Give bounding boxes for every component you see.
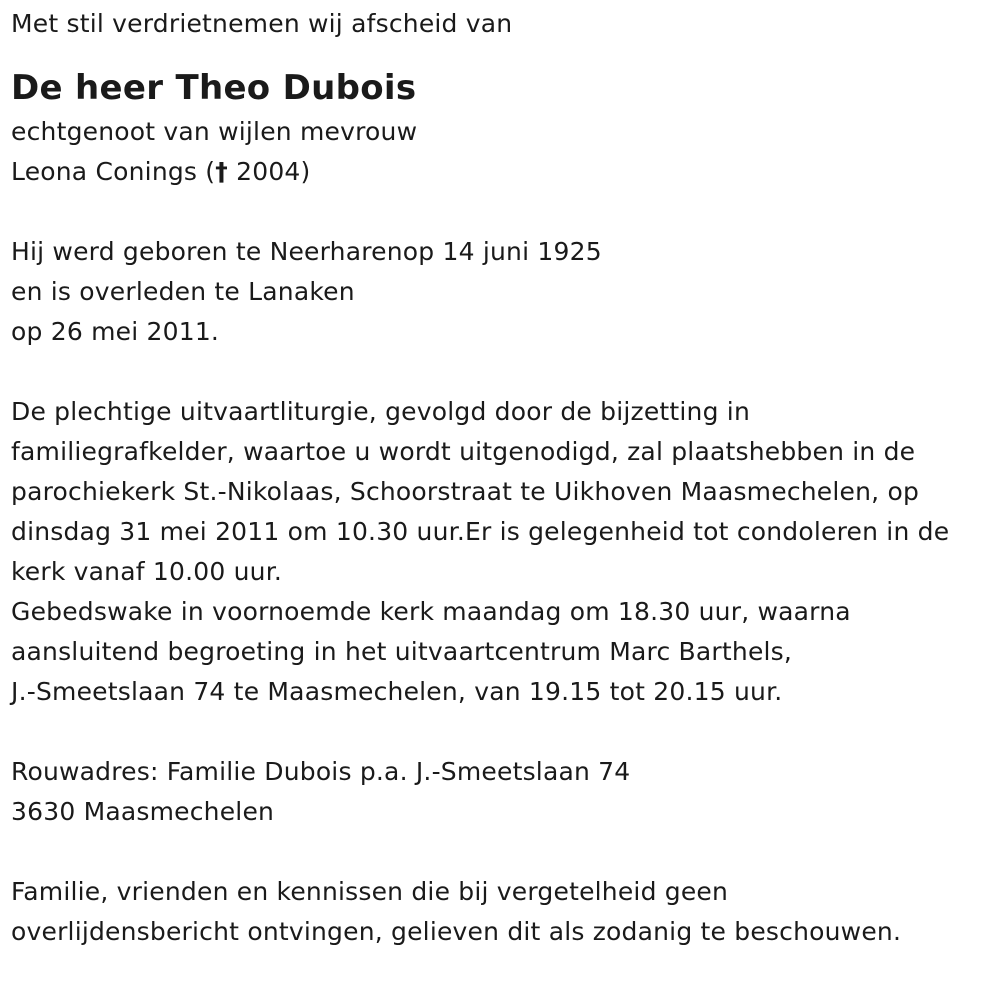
- spouse-line-2: [11, 152, 991, 192]
- spouse-death-year: 2004): [227, 157, 311, 186]
- mourning-address-city: 3630 Maasmechelen: [11, 797, 275, 826]
- death-date-line: op 26 mei 2011.: [11, 317, 220, 346]
- spacer: [11, 712, 991, 752]
- closing-line: overlijdensbericht ontvingen, gelieven dit als zodanig te beschouwen.: [11, 917, 902, 946]
- ceremony-line: kerk vanaf 10.00 uur.: [11, 557, 283, 586]
- vigil-line: J.-Smeetslaan 74 te Maasmechelen, van 19.15 tot 20.15 uur.: [11, 677, 783, 706]
- spouse-line-1: echtgenoot van wijlen mevrouw: [11, 117, 418, 146]
- spouse-name-text: Leona Conings (: [11, 157, 216, 186]
- mourning-address-line: Rouwadres: Familie Dubois p.a. J.-Smeetslaan 74: [11, 757, 631, 786]
- death-place-line: en is overleden te Lanaken: [11, 277, 355, 306]
- birth-line: Hij werd geboren te Neerharenop 14 juni 1925: [11, 237, 602, 266]
- ceremony-line: parochiekerk St.-Nikolaas, Schoorstraat te Uikhoven Maasmechelen, op: [11, 477, 920, 506]
- cross-icon: †: [215, 157, 228, 186]
- deceased-name: De heer Theo Dubois: [11, 68, 417, 108]
- vigil-line: Gebedswake in voornoemde kerk maandag om 18.30 uur, waarna: [11, 597, 851, 626]
- intro-text: Met stil verdrietnemen wij afscheid van: [11, 9, 513, 38]
- vigil-line: aansluitend begroeting in het uitvaartcentrum Marc Barthels,: [11, 637, 793, 666]
- ceremony-line: De plechtige uitvaartliturgie, gevolgd door de bijzetting in: [11, 397, 751, 426]
- ceremony-line: familiegrafkelder, waartoe u wordt uitgenodigd, zal plaatshebben in de: [11, 437, 916, 466]
- spacer: [11, 832, 991, 872]
- spacer: [11, 352, 991, 392]
- ceremony-line: dinsdag 31 mei 2011 om 10.30 uur.Er is gelegenheid tot condoleren in de: [11, 517, 950, 546]
- closing-line: Familie, vrienden en kennissen die bij vergetelheid geen: [11, 877, 729, 906]
- spacer: [11, 192, 991, 232]
- death-notice: [11, 4, 991, 952]
